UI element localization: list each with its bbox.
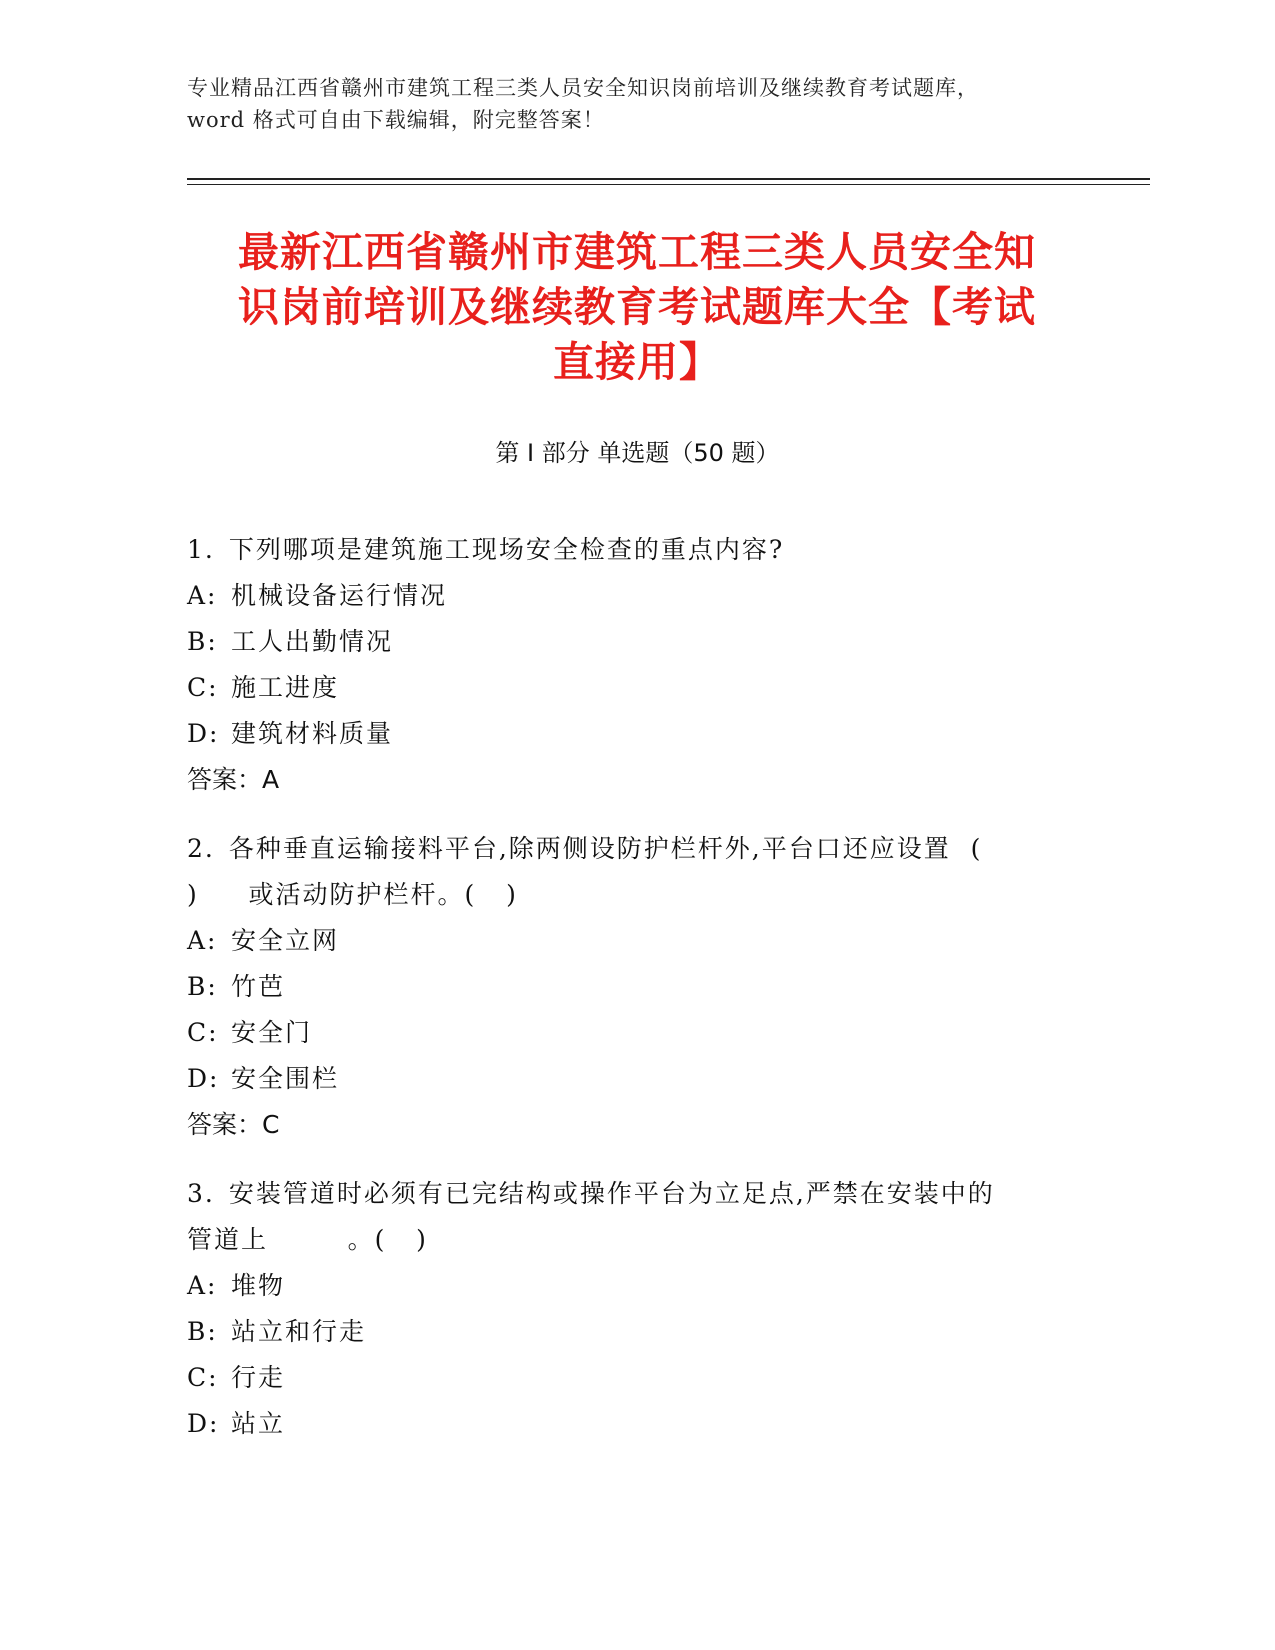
option-key: A: (187, 926, 218, 955)
header-note-line-1: 专业精品江西省赣州市建筑工程三类人员安全知识岗前培训及继续教育考试题库， (187, 76, 979, 100)
option-c (187, 1355, 1067, 1401)
question-stem (187, 527, 1067, 573)
option-a (187, 918, 1067, 964)
option-text: 安全立网 (231, 926, 340, 955)
question-list (187, 527, 1067, 1470)
option-text: 站立和行走 (231, 1317, 367, 1346)
option-key: C: (187, 1018, 219, 1047)
document-title (187, 225, 1087, 390)
option-key: D: (187, 719, 220, 748)
option-key: D: (187, 1409, 220, 1438)
option-text: 站立 (231, 1409, 286, 1438)
option-key: A: (187, 581, 218, 610)
question-number: 2. (187, 834, 215, 863)
option-key: D: (187, 1064, 220, 1093)
option-key: C: (187, 673, 219, 702)
option-text: 行走 (231, 1363, 286, 1392)
option-text: 竹芭 (231, 972, 286, 1001)
question-stem (187, 1171, 1067, 1217)
option-key: B: (187, 627, 218, 656)
question-stem-line-2: 管道上 。( ) (187, 1225, 428, 1254)
question-number: 1. (187, 535, 215, 564)
question-1 (187, 527, 1067, 803)
option-text: 安全围栏 (231, 1064, 340, 1093)
question-stem-line-2: ) 或活动防护栏杆。( ) (187, 880, 518, 909)
option-a (187, 573, 1067, 619)
question-stem-line-1: 安装管道时必须有已完结构或操作平台为立足点,严禁在安装中的 (228, 1179, 995, 1208)
option-text: 机械设备运行情况 (231, 581, 448, 610)
option-b (187, 1309, 1067, 1355)
option-text: 安全门 (231, 1018, 313, 1047)
header-divider-thin (187, 184, 1150, 185)
question-3 (187, 1171, 1067, 1447)
option-d (187, 1056, 1067, 1102)
option-b (187, 964, 1067, 1010)
answer-line: 答案：A (187, 765, 280, 794)
question-stem (187, 826, 1067, 872)
option-key: A: (187, 1271, 218, 1300)
document-title-line-2: 识岗前培训及继续教育考试题库大全【考试 (238, 283, 1036, 331)
header-divider-thick (187, 178, 1150, 180)
option-c (187, 1010, 1067, 1056)
question-number: 3. (187, 1179, 215, 1208)
section-title: 第 I 部分 单选题（50 题） (495, 439, 780, 467)
answer-line: 答案：C (187, 1110, 280, 1139)
document-title-line-3: 直接用】 (553, 338, 721, 386)
option-c (187, 665, 1067, 711)
option-text: 工人出勤情况 (231, 627, 394, 656)
document-title-line-1: 最新江西省赣州市建筑工程三类人员安全知 (238, 228, 1036, 276)
header-note (187, 72, 1087, 136)
option-key: C: (187, 1363, 219, 1392)
option-d (187, 1401, 1067, 1447)
option-b (187, 619, 1067, 665)
option-key: B: (187, 1317, 218, 1346)
option-text: 建筑材料质量 (231, 719, 394, 748)
option-d (187, 711, 1067, 757)
header-note-line-2: word 格式可自由下载编辑，附完整答案！ (187, 108, 605, 132)
question-stem-line-1: 各种垂直运输接料平台,除两侧设防护栏杆外,平台口还应设置 ( (228, 834, 983, 863)
option-key: B: (187, 972, 218, 1001)
option-a (187, 1263, 1067, 1309)
option-text: 施工进度 (231, 673, 340, 702)
option-text: 堆物 (231, 1271, 286, 1300)
question-2 (187, 826, 1067, 1148)
question-stem-line-1: 下列哪项是建筑施工现场安全检查的重点内容? (228, 535, 785, 564)
